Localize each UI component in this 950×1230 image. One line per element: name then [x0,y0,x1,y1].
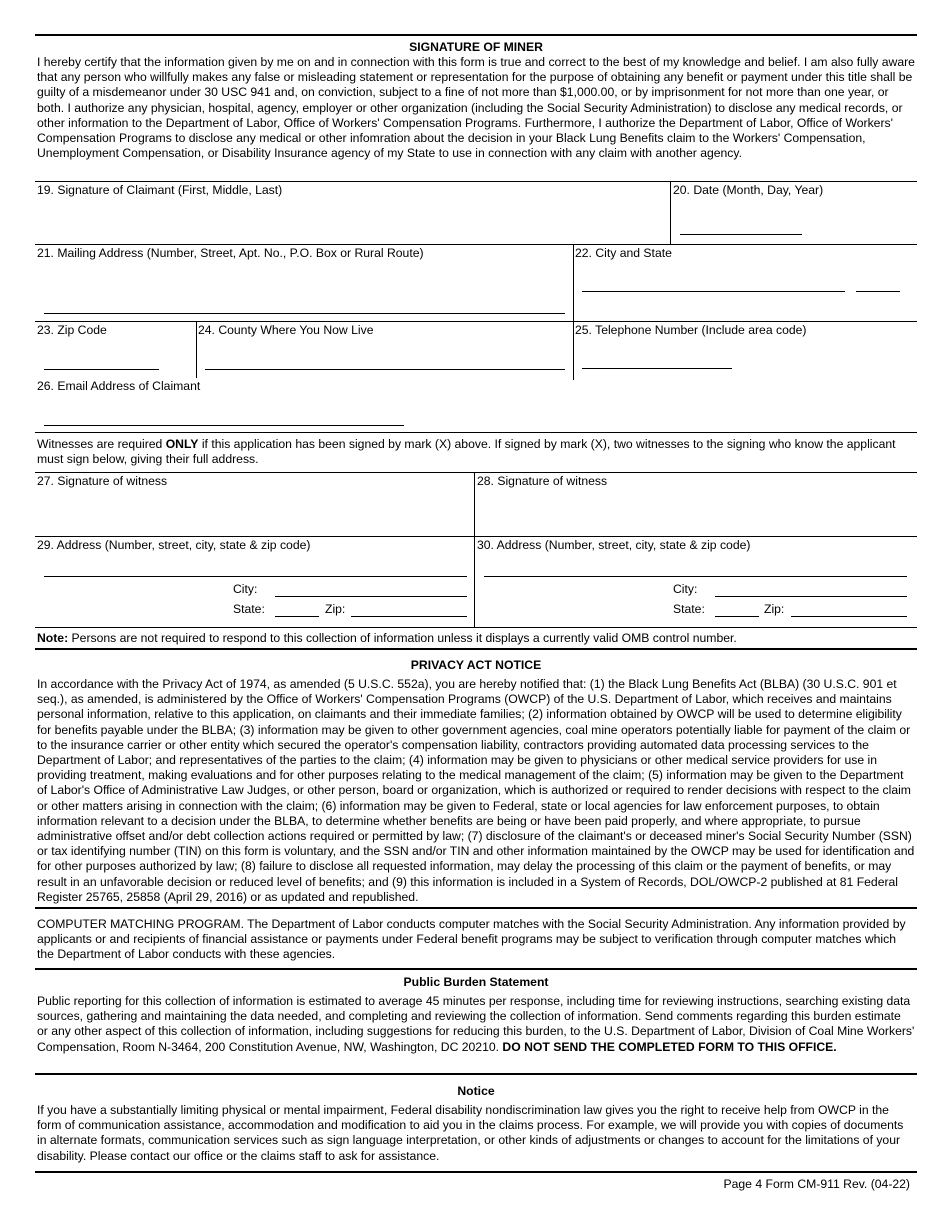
burden-heading: Public Burden Statement [403,975,549,989]
burden-text: Public reporting for this collection of information is estimated to average 45 minutes per response, including time for reviewing instructions, searching existing data sources, gathering and maintaining the data needed, and completing and reviewing the collection of information. Send comments regarding this burden estimate or any other aspect of this collection of information, including suggestions for reducing this burden, to the U.S. Department of Labor, Division of Coal Mine Workers' Compensation, Room N-3464, 200 Constitution Avenue, NW, Washington, DC 20210. DO NOT SEND THE COMPLETED FORM TO THIS OFFICE. [37,994,915,1054]
field-22-label: 22. City and State [575,246,672,260]
telephone-input-line[interactable] [582,368,732,369]
bottom-rule [35,1171,917,1173]
zip-input-line[interactable] [44,369,159,370]
field-20-label: 20. Date (Month, Day, Year) [673,183,824,197]
column-divider [573,244,574,380]
county-input-line[interactable] [205,369,565,370]
witness1-zip-line[interactable] [351,616,467,617]
notice-text: If you have a substantially limiting physical or mental impairment, Federal disability nondiscrimination law gives you the right to receive help from OWCP in the form of communication assistance, accommodation and modification to aid you in the claims process. For example, we will provide you with copies of documents in alternate formats, communication services such as sign language interpretation, or other kinds of adjustments or changes to account for the limitations of your disability. Please contact our office or the claims staff to ask for assistance. [37,1103,904,1163]
omb-note: Note: Persons are not required to respond to this collection of information unless it displays a currently valid OMB control number. [37,631,737,645]
mailing-address-input-line[interactable] [44,313,565,314]
section-rule [35,968,917,970]
date-input-line[interactable] [680,234,802,235]
row-divider [35,321,917,322]
row-divider [35,432,917,433]
computer-matching-text: COMPUTER MATCHING PROGRAM. The Department of Labor conducts computer matches with the Social Security Administration. Any information provided by applicants or and recipients of financial assistance or payments under Federal benefit programs may be subject to verification through computer matches which the Department of Labor conducts with these agencies. [37,917,906,962]
column-divider [196,321,197,378]
column-divider [474,472,475,627]
field-24-label: 24. County Where You Now Live [198,323,374,337]
field-28-label: 28. Signature of witness [477,474,608,488]
row-divider [35,181,917,182]
witness1-city-line[interactable] [275,596,467,597]
witness2-city-line[interactable] [715,596,907,597]
city-input-line[interactable] [582,291,845,292]
field-25-label: 25. Telephone Number (Include area code) [575,323,807,337]
field-30-label: 30. Address (Number, street, city, state & zip code) [477,538,751,552]
witness2-state-line[interactable] [715,616,759,617]
field-19-label: 19. Signature of Claimant (First, Middle, Last) [37,183,283,197]
row-divider [35,472,917,473]
notice-heading: Notice [457,1084,495,1098]
page-footer: Page 4 Form CM-911 Rev. (04-22) [723,1177,910,1191]
column-divider [670,181,671,245]
witness1-address-line[interactable] [44,576,467,577]
witness2-state-label: State: [673,602,705,616]
top-rule [35,34,917,36]
row-divider [35,536,917,537]
witness2-zip-line[interactable] [791,616,907,617]
witness-instruction: Witnesses are required ONLY if this application has been signed by mark (X) above. If signed by mark (X), two witnesses to the signing who know the applicant must sign below, giving their full address. [37,437,896,467]
field-26-label: 26. Email Address of Claimant [37,379,201,393]
field-23-label: 23. Zip Code [37,323,107,337]
witness1-zip-label: Zip: [325,602,346,616]
witness2-address-line[interactable] [484,576,907,577]
email-input-line[interactable] [44,425,404,426]
section-rule [35,648,917,650]
field-21-label: 21. Mailing Address (Number, Street, Apt. No., P.O. Box or Rural Route) [37,246,424,260]
privacy-text: In accordance with the Privacy Act of 1974, as amended (5 U.S.C. 552a), you are hereby notified that: (1) the Black Lung Benefits Act (BLBA) (30 U.S.C. 901 et seq.), as amended, is administered by the Office of Workers' Compensation Programs (OWCP) of the U.S. Department of Labor, which receives and maintains personal information, relative to this application, on claimants and their immediate families; (2) information obtained by OWCP will be used to determine eligibility for benefits payable under the BLBA; (3) information may be given to other government agencies, coal mine operators potentially liable for payment of the claim or to the insurance carrier or other entity which secured the operator's compensation liability, contractors providing automated data processing services to the Department of Labor; and representatives of the parties to the claim; (4) information may be given to physicians or other medical service providers for use in providing treatment, making evaluations and for other purposes relating to the medical management of the claim; (5) information may be given to the Department of Labor's Office of Administrative Law Judges, or other person, board or organization, which is authorized or required to render decisions with respect to the claim or other matters arising in connection with the claim; (6) information may be given to Federal, state or local agencies for law enforcement purposes, to obtain information relevant to a decision under the BLBA, to determine whether benefits are being or have been paid properly, and where appropriate, to pursue administrative offset and/or debt collection actions required or permitted by law; (7) disclosure of the claimant's or deceased miner's Social Security Number (SSN) or tax identifying number (TIN) on this form is voluntary, and the SSN and/or TIN and other information maintained by the OWCP may be used for identification and for other purposes authorized by law; (8) failure to disclose all requested information, may delay the processing of this claim or the payment of benefits, or may result in an unfavorable decision or reduced level of benefits; and (9) this information is included in a System of Records, DOL/OWCP-2 published at 81 Federal Register 25765, 25858 (April 29, 2016) or as updated and republished. [37,677,915,904]
witness2-zip-label: Zip: [764,602,785,616]
certification-text: I hereby certify that the information given by me on and in connection with this form is true and correct to the best of my knowledge and belief. I am also fully aware that any person who willfully makes any false or misleading statement or representation for the purpose of obtaining any benefit or payment under this title shall be guilty of a misdemeanor under 30 USC 941 and, on conviction, subject to a fine of not more than $1,000.00, or by imprisonment for not more than one year, or both. I authorize any physician, hospital, agency, employer or other organization (including the Social Security Administration) to disclose any medical records, or other information to the Department of Labor, Office of Workers' Compensation Programs. Furthermore, I authorize the Department of Labor, Office of Workers' Compensation Programs to disclose any medical or other infomration about the decision in your Black Lung Benefits claim to the Workers' Compensation, Unemployment Compensation, or Disability Insurance agency of my State to use in connection with any claim with another agency. [37,55,915,161]
witness1-state-line[interactable] [275,616,319,617]
witness1-state-label: State: [233,602,265,616]
field-29-label: 29. Address (Number, street, city, state & zip code) [37,538,311,552]
witness1-city-label: City: [233,582,258,596]
row-divider [35,244,917,245]
signature-heading: SIGNATURE OF MINER [409,40,543,54]
privacy-heading: PRIVACY ACT NOTICE [410,658,542,672]
witness2-city-label: City: [673,582,698,596]
row-divider [35,627,917,628]
field-27-label: 27. Signature of witness [37,474,168,488]
section-rule [35,907,917,909]
section-rule [35,1073,917,1075]
state-input-line[interactable] [856,291,900,292]
